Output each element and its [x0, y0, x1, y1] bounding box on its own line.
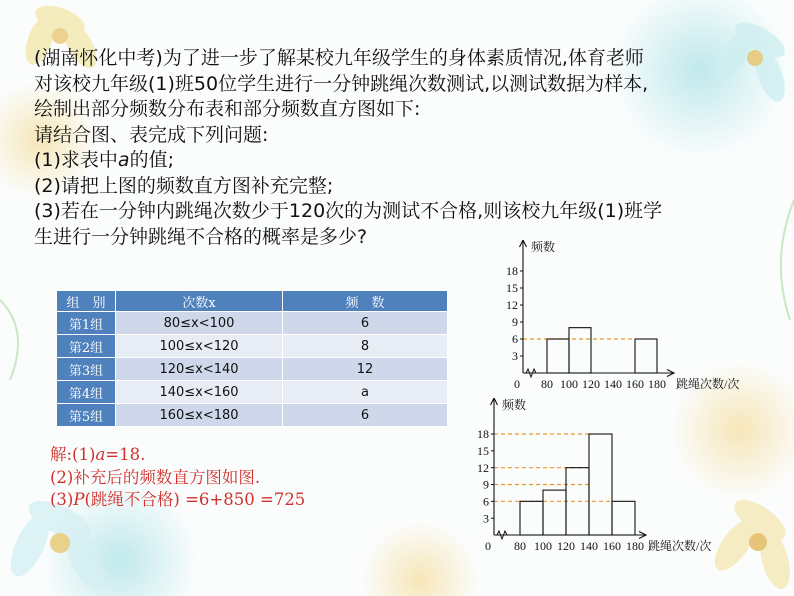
- x-tick-label: 100: [534, 539, 552, 553]
- histogram-bar: [543, 490, 566, 535]
- histogram-bar: [635, 339, 657, 373]
- range-cell: 120≤x<140: [116, 358, 283, 381]
- answer-prefix: 解:(1): [50, 445, 96, 464]
- table-header-range: 次数x: [116, 291, 283, 312]
- y-tick-label: 15: [477, 444, 489, 459]
- y-tick-label: 12: [477, 460, 489, 475]
- x-tick-label: 80: [541, 377, 553, 390]
- answer-block: [50, 444, 305, 512]
- frequency-table: [56, 290, 448, 427]
- problem-line: 绘制出部分频数分布表和部分频数直方图如下:: [34, 98, 421, 120]
- answer-line-3: [50, 489, 305, 512]
- answer-value: =18.: [105, 445, 146, 464]
- answer-line-2: (2)补充后的频数直方图如图.: [50, 467, 261, 487]
- table-row: [57, 312, 448, 335]
- answer-line-1: [50, 444, 305, 467]
- table-row: [57, 381, 448, 404]
- x-tick-label: 140: [604, 377, 622, 390]
- range-cell: 160≤x<180: [116, 404, 283, 427]
- table-row: [57, 404, 448, 427]
- freq-cell: 6: [283, 312, 448, 335]
- problem-line: (湖南怀化中考)为了进一步了解某校九年级学生的身体素质情况,体育老师: [34, 47, 644, 69]
- range-cell: 100≤x<120: [116, 335, 283, 358]
- x-tick-label: 180: [648, 377, 666, 390]
- y-tick-label: 9: [512, 315, 518, 330]
- x-tick-label: 140: [580, 539, 598, 553]
- x-tick-label: 100: [560, 377, 578, 390]
- x-tick-label: 0: [514, 377, 520, 390]
- variable-p: P: [73, 490, 85, 509]
- question-2: (2)请把上图的频数直方图补充完整;: [34, 174, 334, 197]
- histogram-bar: [547, 339, 569, 373]
- question-3: (3)若在一分钟内跳绳次数少于120次的为测试不合格,则该校九年级(1)班学: [34, 200, 663, 222]
- x-tick-label: 160: [603, 539, 621, 553]
- x-axis-label: 跳绳次数/次: [648, 539, 712, 553]
- problem-text: [34, 46, 774, 250]
- problem-line: 对该校九年级(1)班50位学生进行一分钟跳绳次数测试,以测试数据为样本,: [34, 72, 649, 95]
- group-cell: 第2组: [57, 335, 116, 358]
- freq-cell: 8: [283, 335, 448, 358]
- y-axis-label: 频数: [502, 398, 527, 412]
- y-tick-label: 18: [477, 427, 489, 442]
- histogram-bar: [612, 501, 635, 535]
- y-tick-label: 3: [483, 511, 489, 526]
- histogram-partial: [482, 240, 766, 390]
- freq-cell: 12: [283, 358, 448, 381]
- y-tick-label: 3: [512, 349, 518, 364]
- x-tick-label: 120: [582, 377, 600, 390]
- x-tick-label: 160: [626, 377, 644, 390]
- variable-a: a: [117, 149, 130, 171]
- histogram-bar: [569, 328, 591, 373]
- y-tick-label: 6: [483, 494, 489, 509]
- group-cell: 第4组: [57, 381, 116, 404]
- freq-cell: 6: [283, 404, 448, 427]
- variable-a: a: [95, 445, 106, 464]
- group-cell: 第3组: [57, 358, 116, 381]
- x-axis-label: 跳绳次数/次: [676, 377, 740, 390]
- answer-prefix: (3): [50, 490, 74, 509]
- table-row: [57, 335, 448, 358]
- histogram-bar: [520, 501, 543, 535]
- group-cell: 第5组: [57, 404, 116, 427]
- question-1: [34, 148, 774, 174]
- y-axis-label: 频数: [531, 240, 556, 254]
- range-cell: 140≤x<160: [116, 381, 283, 404]
- histogram-bar: [589, 434, 612, 535]
- question-1-suffix: 的值;: [129, 149, 174, 171]
- table-header-group: 组 别: [57, 291, 116, 312]
- freq-cell: a: [283, 381, 448, 404]
- question-1-prefix: (1)求表中: [34, 149, 118, 171]
- y-tick-label: 9: [483, 477, 489, 492]
- x-tick-label: 80: [514, 539, 526, 553]
- range-cell: 80≤x<100: [116, 312, 283, 335]
- histogram-complete: [458, 398, 742, 558]
- x-tick-label: 0: [485, 539, 491, 553]
- x-tick-label: 180: [626, 539, 644, 553]
- question-3-cont: 生进行一分钟跳绳不合格的概率是多少?: [34, 225, 368, 248]
- answer-value: (跳绳不合格) =6+850 =725: [84, 490, 306, 509]
- problem-line: 请结合图、表完成下列问题:: [34, 123, 269, 146]
- y-tick-label: 12: [506, 298, 518, 313]
- y-tick-label: 15: [506, 281, 518, 296]
- table-row: [57, 358, 448, 381]
- group-cell: 第1组: [57, 312, 116, 335]
- x-tick-label: 120: [557, 539, 575, 553]
- table-header-freq: 频 数: [283, 291, 448, 312]
- y-tick-label: 18: [506, 264, 518, 279]
- y-tick-label: 6: [512, 332, 518, 347]
